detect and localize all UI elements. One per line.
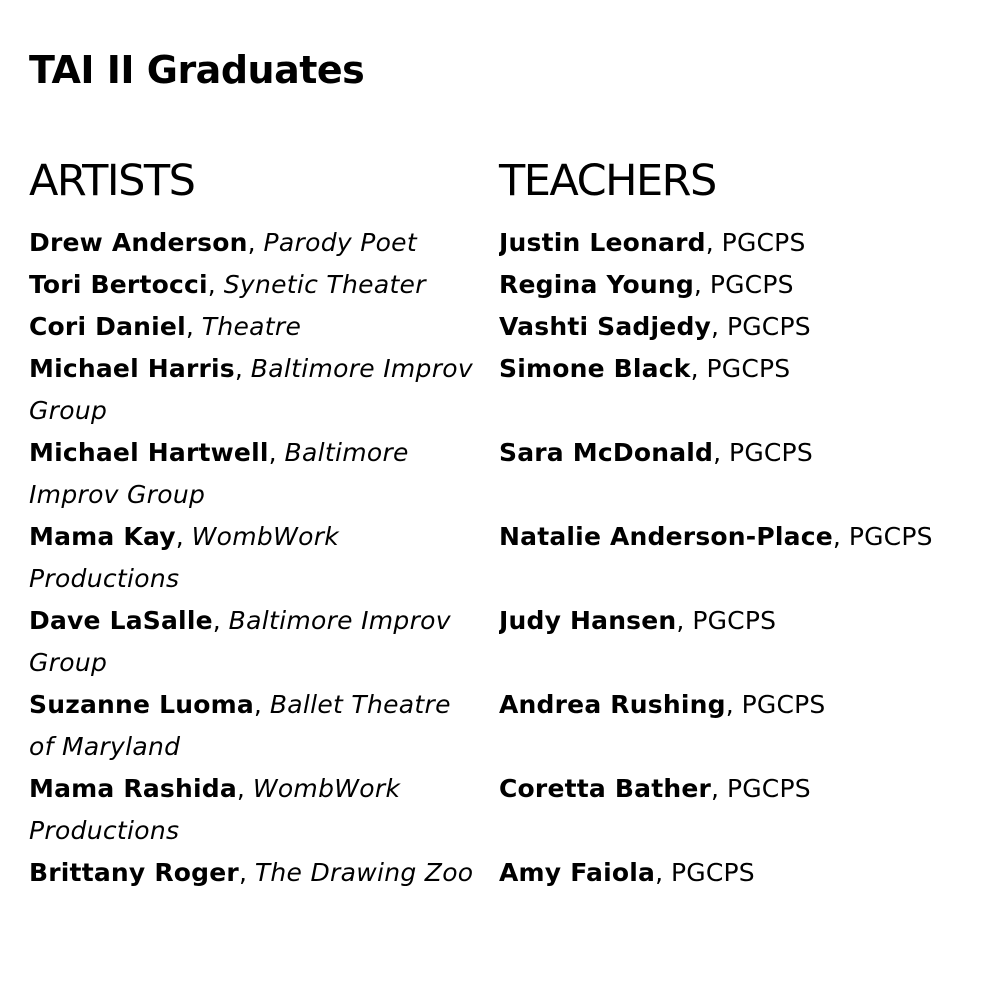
- artist-name: Dave LaSalle: [29, 606, 213, 635]
- artist-name: Mama Kay: [29, 522, 176, 551]
- teacher-entry: [499, 516, 979, 600]
- teacher-entry: [499, 684, 979, 768]
- teacher-affiliation: PGCPS: [721, 228, 806, 257]
- artist-affiliation-continued: of Maryland: [29, 732, 181, 761]
- artist-affiliation: Theatre: [201, 312, 302, 341]
- teachers-list: [499, 222, 979, 894]
- artist-affiliation: WombWork: [191, 522, 340, 551]
- teacher-entry: [499, 768, 979, 852]
- artists-list: [29, 222, 479, 894]
- teacher-name: Sara McDonald: [499, 438, 714, 467]
- separator: ,: [711, 312, 727, 341]
- teacher-name: Natalie Anderson-Place: [499, 522, 833, 551]
- artist-affiliation-continued: Group: [29, 396, 108, 425]
- artist-affiliation: Synetic Theater: [223, 270, 426, 299]
- artist-entry: [29, 348, 479, 432]
- separator: ,: [185, 312, 202, 341]
- artist-name: Cori Daniel: [29, 312, 186, 341]
- teacher-affiliation: PGCPS: [741, 690, 826, 719]
- teacher-affiliation: PGCPS: [726, 774, 811, 803]
- teacher-name: Vashti Sadjedy: [499, 312, 712, 341]
- teacher-affiliation: PGCPS: [692, 606, 777, 635]
- artist-name: Brittany Roger: [29, 858, 239, 887]
- artist-entry: [29, 684, 479, 768]
- teacher-entry: [499, 264, 979, 306]
- artist-name: Michael Hartwell: [29, 438, 269, 467]
- artist-name: Suzanne Luoma: [29, 690, 254, 719]
- teacher-entry: [499, 222, 979, 264]
- separator: ,: [832, 522, 849, 551]
- teacher-entry: [499, 348, 979, 432]
- separator: ,: [238, 858, 255, 887]
- teacher-name: Amy Faiola: [499, 858, 656, 887]
- artist-entry: [29, 264, 479, 306]
- separator: ,: [690, 354, 707, 383]
- artist-name: Tori Bertocci: [29, 270, 208, 299]
- teacher-name: Judy Hansen: [499, 606, 677, 635]
- teacher-affiliation: PGCPS: [726, 312, 811, 341]
- separator: ,: [234, 354, 251, 383]
- teacher-affiliation: PGCPS: [729, 438, 813, 467]
- separator: ,: [693, 270, 710, 299]
- teacher-entry: [499, 852, 979, 894]
- artist-affiliation: Parody Poet: [263, 228, 417, 257]
- separator: ,: [676, 606, 693, 635]
- artist-affiliation: Baltimore Improv: [250, 354, 473, 383]
- artist-entry: [29, 516, 479, 600]
- artist-affiliation-continued: Group: [29, 648, 108, 677]
- separator: ,: [655, 858, 671, 887]
- page-title: TAI II Graduates: [29, 48, 365, 92]
- separator: ,: [212, 606, 229, 635]
- artists-column: [29, 152, 479, 894]
- artist-affiliation: WombWork: [252, 774, 401, 803]
- artist-affiliation-continued: Productions: [29, 816, 180, 845]
- teacher-entry: [499, 306, 979, 348]
- artist-affiliation: Baltimore Improv: [228, 606, 451, 635]
- separator: ,: [207, 270, 224, 299]
- teacher-name: Simone Black: [499, 354, 691, 383]
- artist-affiliation-continued: Productions: [29, 564, 180, 593]
- teacher-affiliation: PGCPS: [670, 858, 755, 887]
- teacher-name: Andrea Rushing: [499, 690, 726, 719]
- artist-entry: [29, 600, 479, 684]
- teachers-column: [499, 152, 979, 894]
- teacher-affiliation: PGCPS: [706, 354, 791, 383]
- teacher-name: Coretta Bather: [499, 774, 712, 803]
- artist-name: Michael Harris: [29, 354, 235, 383]
- artist-entry: [29, 432, 479, 516]
- separator: ,: [268, 438, 285, 467]
- separator: ,: [705, 228, 722, 257]
- artist-entry: [29, 306, 479, 348]
- teacher-entry: [499, 432, 979, 516]
- artist-entry: [29, 768, 479, 852]
- artist-affiliation: Baltimore: [284, 438, 409, 467]
- teacher-entry: [499, 600, 979, 684]
- separator: ,: [253, 690, 270, 719]
- teachers-heading: TEACHERS: [499, 156, 716, 206]
- artist-name: Mama Rashida: [29, 774, 237, 803]
- teacher-affiliation: PGCPS: [709, 270, 794, 299]
- artist-affiliation: The Drawing Zoo: [254, 858, 474, 887]
- separator: ,: [713, 438, 730, 467]
- artist-entry: [29, 852, 479, 894]
- artists-heading: ARTISTS: [29, 156, 195, 206]
- teacher-affiliation: PGCPS: [848, 522, 933, 551]
- separator: ,: [711, 774, 727, 803]
- artist-affiliation-continued: Improv Group: [29, 480, 206, 509]
- teacher-name: Justin Leonard: [499, 228, 706, 257]
- separator: ,: [247, 228, 264, 257]
- artist-affiliation: Ballet Theatre: [269, 690, 451, 719]
- artist-name: Drew Anderson: [29, 228, 248, 257]
- separator: ,: [175, 522, 192, 551]
- separator: ,: [236, 774, 253, 803]
- artist-entry: [29, 222, 479, 264]
- teacher-name: Regina Young: [499, 270, 694, 299]
- separator: ,: [725, 690, 742, 719]
